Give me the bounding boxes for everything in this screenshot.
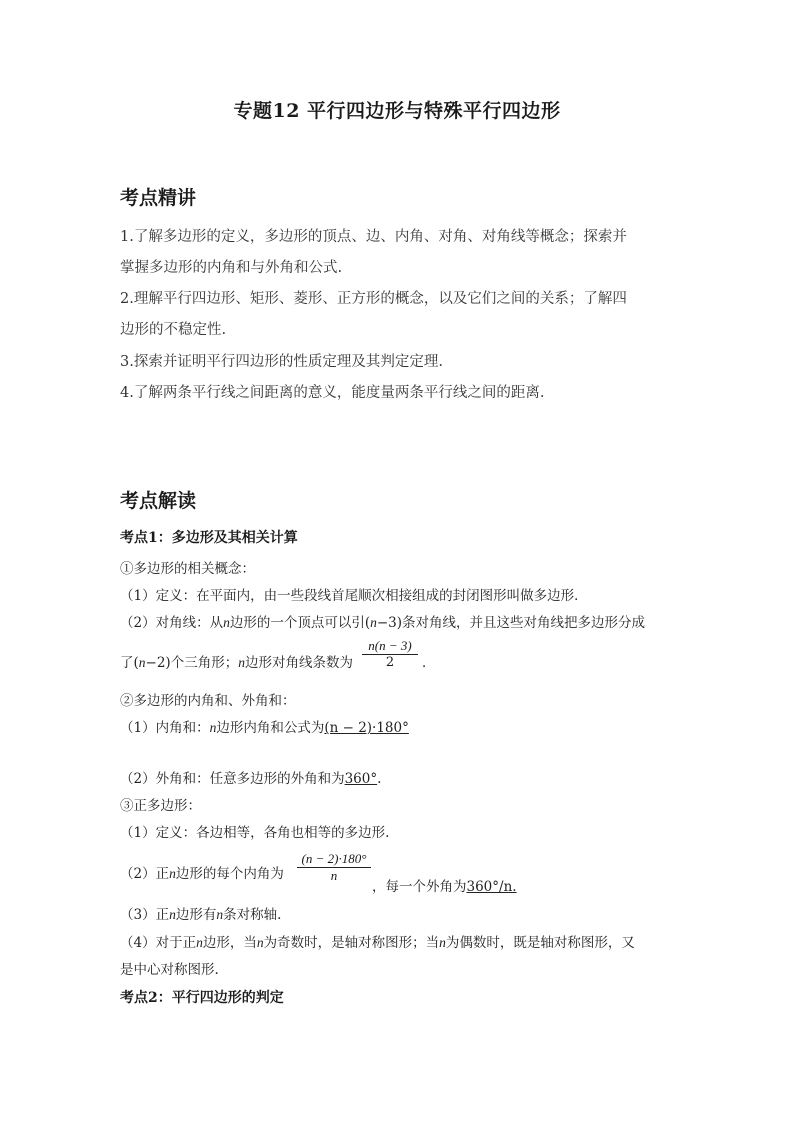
paragraph-line: 3.探索并证明平行四边形的性质定理及其判定定理.	[120, 354, 443, 370]
regular-symmetry-line-1: （4）对于正n边形，当n为奇数时，是轴对称图形；当n为偶数时，既是轴对称图形，又	[120, 935, 635, 951]
paragraph-line: 1.了解多边形的定义，多边形的顶点、边、内角、对角、对角线等概念；探索并	[120, 229, 627, 245]
sub-heading-regular-polygon: ③正多边形：	[120, 798, 201, 814]
regular-symmetry-line-2: 是中心对称图形.	[120, 962, 219, 978]
page-title: 专题12 平行四边形与特殊平行四边形	[233, 100, 561, 122]
exterior-sum-line: （2）外角和：任意多边形的外角和为360°.	[120, 771, 382, 787]
regular-interior-angle-line: （2）正n边形的每个内角为	[120, 866, 284, 882]
paragraph-line: 边形的不稳定性.	[120, 322, 227, 338]
paragraph-line: 2.理解平行四边形、矩形、菱形、正方形的概念，以及它们之间的关系；了解四	[120, 291, 627, 307]
diagonal-line-2: 了(n−2)个三角形；n边形对角线条数为	[120, 655, 353, 671]
section-heading-key-points: 考点精讲	[120, 187, 197, 209]
regular-interior-angle-fraction: (n − 2)·180° n	[297, 851, 371, 884]
point1-heading: 考点1：多边形及其相关计算	[120, 530, 298, 546]
regular-exterior-angle-value: 360°/n.	[466, 879, 517, 895]
regular-polygon-definition: （1）定义：各边相等，各角也相等的多边形.	[120, 825, 390, 841]
sub-heading-concepts: ①多边形的相关概念：	[120, 561, 255, 577]
sub-heading-angle-sums: ②多边形的内角和、外角和：	[120, 693, 296, 709]
interior-sum-line: （1）内角和：n边形内角和公式为(n − 2)·180°	[120, 720, 409, 736]
diagonal-period: ．	[422, 655, 436, 671]
polygon-definition: （1）定义：在平面内，由一些段线首尾顺次相接组成的封闭图形叫做多边形．	[120, 588, 588, 604]
regular-symmetry-axes-line: （3）正n边形有n条对称轴.	[120, 907, 282, 923]
regular-exterior-angle-line: ，每一个外角为360°/n.	[372, 879, 517, 895]
paragraph-line: 4.了解两条平行线之间距离的意义，能度量两条平行线之间的距离.	[120, 385, 545, 401]
paragraph-line: 掌握多边形的内角和与外角和公式.	[120, 260, 343, 276]
exterior-sum-value: 360°	[344, 771, 378, 787]
interior-sum-formula: (n − 2)·180°	[324, 720, 409, 736]
diagonal-line-1: （2）对角线：从n边形的一个顶点可以引(n−3)条对角线，并且这些对角线把多边形分成	[120, 615, 646, 631]
diagonal-count-fraction: n(n − 3) 2	[362, 638, 418, 670]
point2-heading: 考点2：平行四边形的判定	[120, 990, 284, 1006]
section-heading-interpretation: 考点解读	[120, 490, 197, 512]
